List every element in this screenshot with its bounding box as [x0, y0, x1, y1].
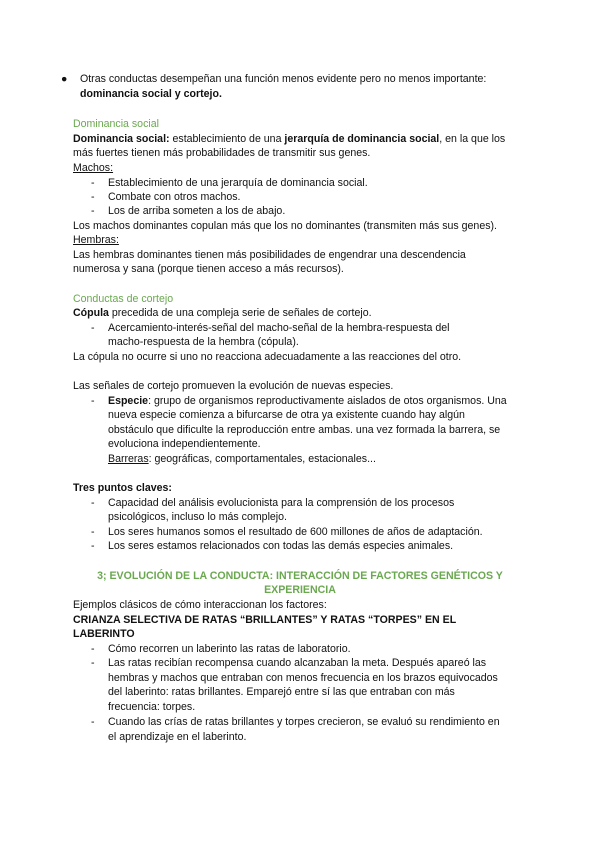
- barreras-term: Barreras: [108, 453, 149, 465]
- intro-line-1: Otras conductas desempeñan una función menos evidente pero no menos importante:: [80, 73, 487, 85]
- bullet-icon: ●: [61, 73, 68, 85]
- claves-item-3: Los seres estamos relacionados con todas las demás especies animales.: [108, 540, 454, 552]
- cortejo-item-line-2: macho-respuesta de la hembra (cópula).: [108, 336, 299, 348]
- crianza-item-3-line-2: el aprendizaje en el laberinto.: [108, 731, 247, 743]
- dash-marker: -: [91, 540, 95, 552]
- crianza-subhead-line-1: CRIANZA SELECTIVA DE RATAS “BRILLANTES” Y RATAS “TORPES” EN EL: [73, 614, 457, 626]
- dash-marker: -: [91, 177, 95, 189]
- crianza-item-2-line-4: frecuencia: torpes.: [108, 701, 196, 713]
- section-intro: Ejemplos clásicos de cómo interaccionan los factores:: [73, 599, 327, 611]
- machos-item: Combate con otros machos.: [108, 191, 241, 203]
- copula-line: [73, 307, 372, 320]
- intro-line-2: dominancia social y cortejo.: [80, 88, 222, 100]
- hembras-line-1: Las hembras dominantes tienen más posibilidades de engendrar una descendencia: [73, 249, 466, 261]
- dash-marker: -: [91, 191, 95, 203]
- dominancia-heading: Dominancia social: [73, 118, 159, 130]
- senales-line: Las señales de cortejo promueven la evolución de nuevas especies.: [73, 380, 394, 392]
- cortejo-heading: Conductas de cortejo: [73, 293, 174, 305]
- cortejo-note: La cópula no ocurre si uno no reacciona adecuadamente a las reacciones del otro.: [73, 351, 462, 363]
- barreras-line: [108, 453, 376, 466]
- especie-term: Especie: [108, 395, 149, 407]
- dash-marker: -: [91, 497, 95, 509]
- dash-marker: -: [91, 205, 95, 217]
- claves-item-1-line-1: Capacidad del análisis evolucionista para la comprensión de los procesos: [108, 497, 455, 509]
- dash-marker: -: [91, 526, 95, 538]
- especie-line-2: nueva especie comienza a bifurcarse de otra ya existente cuando hay algún: [108, 409, 465, 421]
- crianza-item-2-line-3: del laberinto: ratas brillantes. Emparejó entre sí las que entraban con más: [108, 686, 455, 698]
- hembras-line-2: numerosa y sana (porque tienen acceso a más recursos).: [73, 263, 344, 275]
- claves-item-2: Los seres humanos somos el resultado de 600 millones de años de adaptación.: [108, 526, 483, 538]
- dash-marker: -: [91, 395, 95, 407]
- copula-text: precedida de una compleja serie de señales de cortejo.: [108, 307, 372, 319]
- crianza-item-1: Cómo recorren un laberinto las ratas de laboratorio.: [108, 643, 351, 655]
- machos-label: Machos:: [73, 162, 114, 174]
- dash-marker: -: [91, 657, 95, 669]
- machos-note: Los machos dominantes copulan más que los no dominantes (transmiten más sus genes).: [73, 220, 497, 232]
- copula-term: Cópula: [73, 307, 109, 319]
- machos-item: Los de arriba someten a los de abajo.: [108, 205, 286, 217]
- especie-line-3: obstáculo que dificulte la reproducción entre ambas. una vez formada la barrera, se: [108, 424, 501, 436]
- dominancia-def-text: establecimiento de una: [169, 133, 285, 145]
- crianza-item-2-line-1: Las ratas recibían recompensa cuando alcanzaban la meta. Después apareó las: [108, 657, 487, 669]
- crianza-subhead-line-2: LABERINTO: [73, 628, 135, 640]
- especie-line-1: [108, 395, 507, 408]
- especie-text: : grupo de organismos reproductivamente aislados de otos organismos. Una: [148, 395, 507, 407]
- section-title-line-1: 3; EVOLUCIÓN DE LA CONDUCTA: INTERACCIÓN DE FACTORES GENÉTICOS Y: [97, 570, 503, 582]
- dominancia-def-end: , en la que los: [439, 133, 506, 145]
- crianza-item-3-line-1: Cuando las crías de ratas brillantes y torpes crecieron, se evaluó su rendimiento en: [108, 716, 500, 728]
- claves-item-1-line-2: psicológicos, incluso lo más complejo.: [108, 511, 287, 523]
- dominancia-def-bold: jerarquía de dominancia social: [284, 133, 440, 145]
- section-title-line-2: EXPERIENCIA: [264, 584, 336, 596]
- crianza-item-2-line-2: hembras y machos que entraban con menos frecuencia en los brazos equivocados: [108, 672, 498, 684]
- barreras-text: : geográficas, comportamentales, estacionales...: [148, 453, 376, 465]
- hembras-label: Hembras:: [73, 234, 119, 246]
- dominancia-definition: [73, 133, 505, 146]
- dominancia-definition-line-2: más fuertes tienen más probabilidades de transmitir sus genes.: [73, 147, 371, 159]
- dominancia-term: Dominancia social:: [73, 133, 170, 145]
- dash-marker: -: [91, 322, 95, 334]
- machos-item: Establecimiento de una jerarquía de dominancia social.: [108, 177, 368, 189]
- cortejo-item-line-1: Acercamiento-interés-señal del macho-señal de la hembra-respuesta del: [108, 322, 450, 334]
- dash-marker: -: [91, 643, 95, 655]
- dash-marker: -: [91, 716, 95, 728]
- claves-heading: Tres puntos claves:: [73, 482, 172, 494]
- especie-line-4: evoluciona independientemente.: [108, 438, 261, 450]
